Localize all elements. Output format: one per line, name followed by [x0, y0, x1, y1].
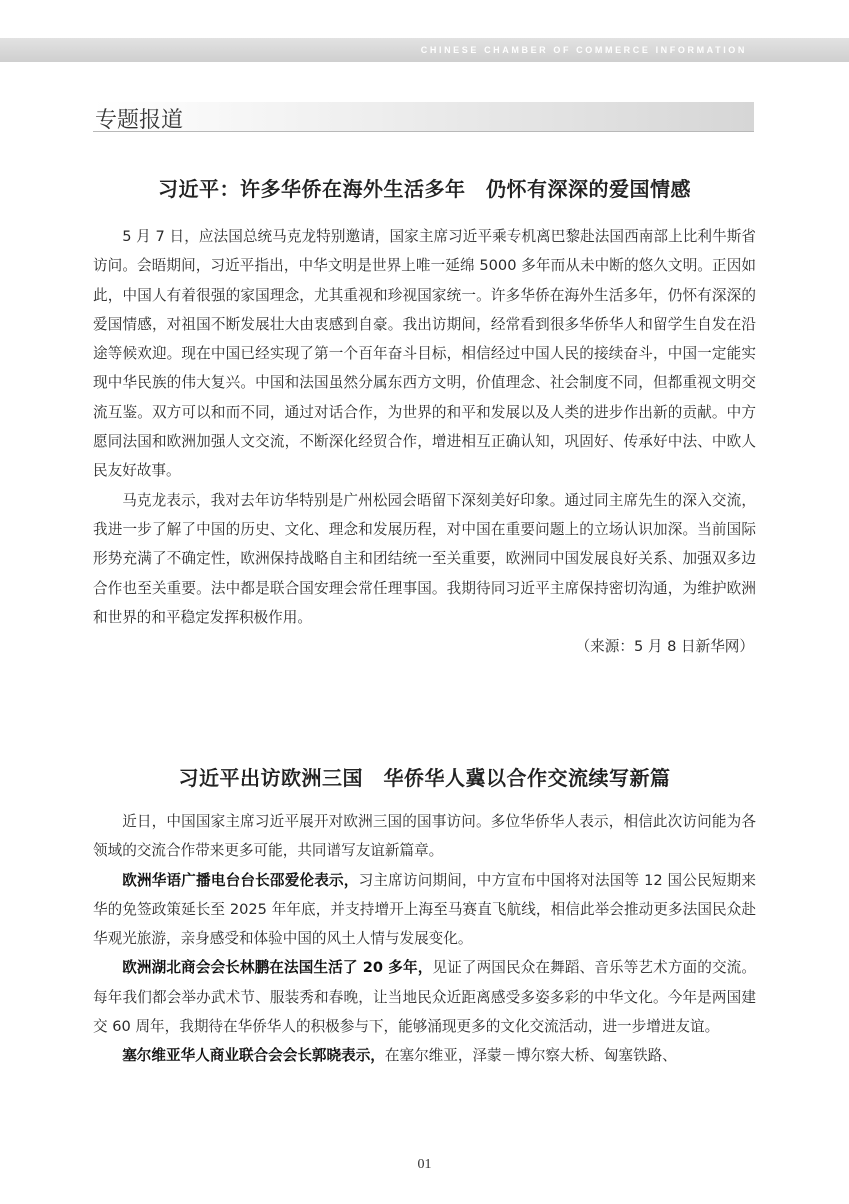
article-2-quote-1 [93, 866, 756, 954]
section-title: 专题报道 [95, 108, 184, 133]
article-1-source: （来源：5 月 8 日新华网） [575, 638, 754, 656]
quote-3-speaker: 塞尔维亚华人商业联合会会长郭晓表示， [122, 1047, 385, 1065]
article-1 [93, 172, 756, 661]
article-1-headline: 习近平：许多华侨在海外生活多年 仍怀有深深的爱国情感 [158, 177, 691, 201]
page-number: 01 [417, 1157, 432, 1172]
article-2-headline: 习近平出访欧洲三国 华侨华人冀以合作交流续写新篇 [178, 766, 671, 790]
article-2-quote-2 [93, 953, 756, 1041]
article-2-quote-3 [93, 1041, 756, 1070]
article-2-intro: 近日，中国国家主席习近平展开对欧洲三国的国事访问。多位华侨华人表示，相信此次访问能为各领域的交流合作带来更多可能，共同谱写友谊新篇章。 [93, 813, 756, 860]
publication-name: CHINESE CHAMBER OF COMMERCE INFORMATION [420, 45, 747, 55]
quote-1-speaker: 欧洲华语广播电台台长邵爱伦表示， [122, 871, 359, 889]
quote-2-speaker: 欧洲湖北商会会长林鹏在法国生活了 20 多年， [122, 959, 433, 977]
article-1-paragraph-1: 5 月 7 日，应法国总统马克龙特别邀请，国家主席习近平乘专机离巴黎赴法国西南部上比利牛斯省访问。会晤期间，习近平指出，中华文明是世界上唯一延绵 5000 多年而从未中断的悠久文明。正因如此，中国人有着很强的家国理念，尤其重视和珍视国家统一。许多华侨在海外生活多年，仍怀有深深的爱国情感，对祖国不断发展壮大由衷感到自豪。我出访期间，经常看到很多华侨华人和留学生自发在沿途等候欢迎。现在中国已经实现了第一个百年奋斗目标，相信经过中国人民的接续奋斗，中国一定能实现中华民族的伟大复兴。中国和法国虽然分属东西方文明，价值理念、社会制度不同，但都重视文明交流互鉴。双方可以和而不同，通过对话合作，为世界的和平和发展以及人类的进步作出新的贡献。中方愿同法国和欧洲加强人文交流，不断深化经贸合作，增进相互正确认知，巩固好、传承好中法、中欧人民友好故事。 [93, 228, 756, 480]
section-header [93, 102, 754, 132]
article-2 [93, 761, 756, 1071]
quote-3-text: 在塞尔维亚，泽蒙－博尔察大桥、匈塞铁路、 [384, 1047, 677, 1065]
quote-2-text: 见证了两国民众在舞蹈、音乐等艺术方面的交流。每年我们都会举办武术节、服装秀和春晚，让当地民众近距离感受多姿多彩的中华文化。今年是两国建交 60 周年，我期待在华侨华人的积极参与下，能够涌现更多的文化交流活动，进一步增进友谊。 [93, 959, 756, 1036]
header-band [0, 38, 849, 62]
article-1-paragraph-2: 马克龙表示，我对去年访华特别是广州松园会晤留下深刻美好印象。通过同主席先生的深入交流，我进一步了解了中国的历史、文化、理念和发展历程，对中国在重要问题上的立场认识加深。当前国际形势充满了不确定性，欧洲保持战略自主和团结统一至关重要，欧洲同中国发展良好关系、加强双多边合作也至关重要。法中都是联合国安理会常任理事国。我期待同习近平主席保持密切沟通，为维护欧洲和世界的和平稳定发挥积极作用。 [93, 491, 756, 626]
quote-1-text: 习主席访问期间，中方宣布中国将对法国等 12 国公民短期来华的免签政策延长至 2025 年年底，并支持增开上海至马赛直飞航线，相信此举会推动更多法国民众赴华观光旅游，亲身感受和体验中国的风土人情与发展变化。 [93, 871, 756, 948]
